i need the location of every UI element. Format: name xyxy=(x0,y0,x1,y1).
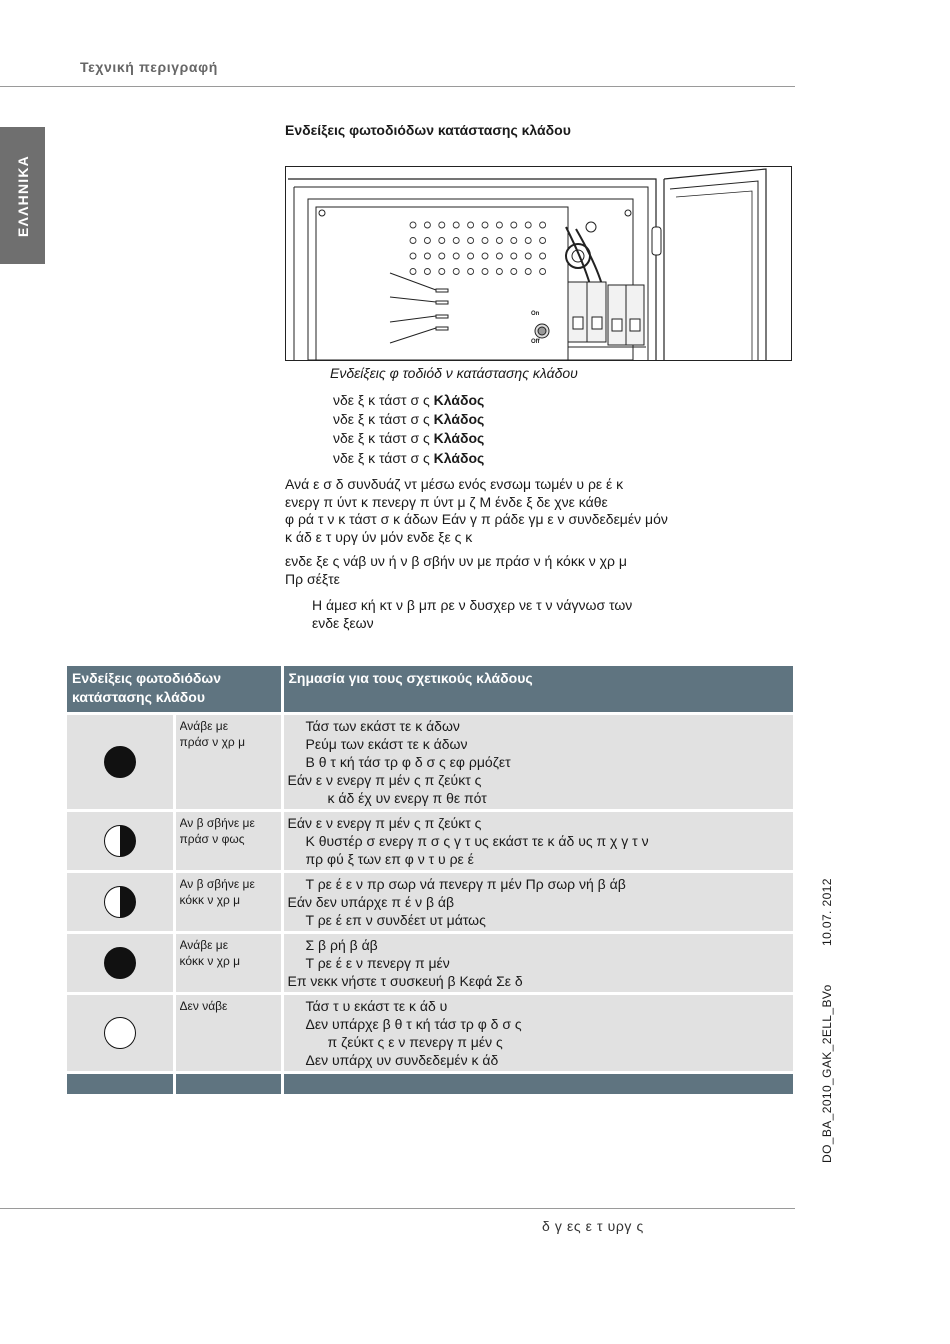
vent-hole xyxy=(496,238,502,244)
cabinet-illustration xyxy=(285,166,792,361)
paragraph-line: Πρ σέξτε xyxy=(285,570,340,587)
vent-hole xyxy=(439,269,445,275)
led-legend-line: νδε ξ κ τάστ σ ς Κλάδος xyxy=(333,450,485,466)
vent-hole xyxy=(482,253,488,259)
led-meaning-cell: Τ ρε έ ε ν πρ σωρ νά πενεργ π μέν Πρ σωρ νή β άβ Εάν δεν υπάρχε π έ ν β άβ Τ ρε έ επ ν συνδέετ υτ μάτως xyxy=(282,872,793,933)
vent-hole xyxy=(453,222,459,228)
note-line: ενδε ξεων xyxy=(312,614,374,631)
vent-hole xyxy=(453,269,459,275)
led-state-cell: Αν β σβήνε με κόκκ ν χρ μ xyxy=(174,872,282,933)
language-tab-label: ΕΛΛΗΝΙΚΑ xyxy=(14,154,31,237)
vent-hole xyxy=(540,238,546,244)
vent-hole xyxy=(410,269,416,275)
vent-hole xyxy=(511,253,517,259)
vent-hole xyxy=(424,238,430,244)
paragraph-line: ενεργ π ύντ κ πενεργ π ύντ μ ζ Μ ένδε ξ δε χνε κάθε xyxy=(285,493,608,510)
vent-hole xyxy=(424,222,430,228)
header-divider xyxy=(0,86,795,87)
vent-hole xyxy=(482,222,488,228)
intro-paragraph xyxy=(285,476,795,546)
led-on-icon xyxy=(104,947,136,979)
vent-hole xyxy=(453,253,459,259)
document-id: DO_BA_2010_GAK_2ELL_BVo xyxy=(820,984,834,1163)
language-tab xyxy=(0,127,45,264)
vent-hole xyxy=(410,222,416,228)
vent-hole xyxy=(424,253,430,259)
vent-hole xyxy=(453,238,459,244)
vent-hole xyxy=(525,238,531,244)
vent-hole xyxy=(468,222,474,228)
section-heading: Ενδείξεις φωτοδιόδων κατάστασης κλάδου xyxy=(285,122,571,138)
vent-hole xyxy=(525,269,531,275)
led-legend-line: νδε ξ κ τάστ σ ς Κλάδος xyxy=(333,392,485,408)
led-blinking-icon xyxy=(104,825,136,857)
switch-on-label: On xyxy=(531,311,540,317)
table-row xyxy=(67,811,793,872)
led-symbol-cell xyxy=(67,994,174,1073)
led-legend-line: νδε ξ κ τάστ σ ς Κλάδος xyxy=(333,411,485,427)
vent-hole xyxy=(496,253,502,259)
vent-hole xyxy=(439,238,445,244)
vent-hole xyxy=(410,253,416,259)
led-meaning-cell: Σ β ρή β άβ Τ ρε έ ε ν πενεργ π μέν Επ νεκκ νήστε τ συσκευή β Κεφά Σε δ xyxy=(282,933,793,994)
figure-caption: Ενδείξεις φ τοδιόδ ν κατάστασης κλάδου xyxy=(330,365,578,381)
vent-hole xyxy=(525,253,531,259)
table-row xyxy=(67,714,793,811)
document-date: 10.07. 2012 xyxy=(820,878,834,946)
note-line: Η άμεσ κή κτ ν β μπ ρε ν δυσχερ νε τ ν νάγνωσ των xyxy=(312,597,633,613)
led-off-icon xyxy=(104,1017,136,1049)
footer-text: δ γ ες ε τ υργ ς xyxy=(542,1218,644,1234)
table-header-row xyxy=(67,666,793,714)
led-symbol-cell xyxy=(67,714,174,811)
vent-hole xyxy=(496,222,502,228)
page-header-title: Τεχνική περιγραφή xyxy=(80,59,218,75)
paragraph-line: ενδε ξε ς νάβ υν ή ν β σβήν υν με πράσ ν ή κόκκ ν χρ μ xyxy=(285,553,627,569)
vent-hole xyxy=(540,253,546,259)
led-meaning-cell: Τάσ των εκάστ τε κ άδων Ρεύμ των εκάστ τε κ άδων Β θ τ κή τάσ τρ φ δ σ ς εφ ρμόζετ Εάν ε ν ενεργ π μέν ς π ζεύκτ ς κ άδ έχ υν ενεργ π θε πότ xyxy=(282,714,793,811)
vent-hole xyxy=(540,222,546,228)
vent-hole xyxy=(468,238,474,244)
led-symbol-cell xyxy=(67,811,174,872)
switch-off-label: Off xyxy=(531,339,540,345)
vent-hole xyxy=(468,253,474,259)
vent-hole xyxy=(511,238,517,244)
sunlight-note xyxy=(312,597,797,632)
table-row xyxy=(67,933,793,994)
vent-hole xyxy=(410,238,416,244)
vent-hole xyxy=(525,222,531,228)
paragraph-line: κ άδ ε τ υργ ύν μόν ενδε ξε ς κ xyxy=(285,528,473,545)
vent-hole xyxy=(482,269,488,275)
led-meaning-cell: Εάν ε ν ενεργ π μέν ς π ζεύκτ ς Κ θυστέρ σ ενεργ π σ ς γ τ υς εκάστ τε κ άδ υς π χ γ τ ν πρ φύ ξ των επ φ ν τ υ ρε έ xyxy=(282,811,793,872)
vent-hole xyxy=(482,238,488,244)
footer-divider xyxy=(0,1208,795,1209)
table-footer-row xyxy=(67,1073,793,1095)
paragraph-line: φ ρά τ ν κ τάστ σ κ άδων Εάν γ π ράδε γμ ε ν συνδεδεμέν μόν xyxy=(285,511,668,527)
vent-hole xyxy=(496,269,502,275)
led-state-cell: Αν β σβήνε με πράσ ν φως xyxy=(174,811,282,872)
vent-hole xyxy=(511,269,517,275)
vent-hole xyxy=(424,269,430,275)
cabinet-drawing xyxy=(286,167,791,360)
table-header-meaning: Σημασία για τους σχετικούς κλάδους xyxy=(282,666,793,714)
led-legend-line: νδε ξ κ τάστ σ ς Κλάδος xyxy=(333,430,485,446)
led-color-paragraph xyxy=(285,553,795,588)
led-state-cell: Δεν νάβε xyxy=(174,994,282,1073)
vent-hole xyxy=(540,269,546,275)
table-header-led: Ενδείξεις φωτοδιόδων κατάστασης κλάδου xyxy=(67,666,282,714)
paragraph-line: Ανά ε σ δ συνδυάζ ντ μέσω ενός ενσωμ τωμέν υ ρε έ κ xyxy=(285,476,624,492)
led-state-cell: Ανάβε με κόκκ ν χρ μ xyxy=(174,933,282,994)
vent-hole xyxy=(439,222,445,228)
led-status-table xyxy=(67,666,793,1094)
led-symbol-cell xyxy=(67,933,174,994)
table-row xyxy=(67,872,793,933)
led-symbol-cell xyxy=(67,872,174,933)
led-blinking-icon xyxy=(104,886,136,918)
vent-hole xyxy=(511,222,517,228)
led-meaning-cell: Τάσ τ υ εκάστ τε κ άδ υ Δεν υπάρχε β θ τ κή τάσ τρ φ δ σ ς π ζεύκτ ς ε ν πενεργ π μέν ς Δεν υπάρχ υν συνδεδεμέν κ άδ xyxy=(282,994,793,1073)
table-row xyxy=(67,994,793,1073)
vent-hole xyxy=(468,269,474,275)
vent-hole xyxy=(439,253,445,259)
led-state-cell: Ανάβε με πράσ ν χρ μ xyxy=(174,714,282,811)
led-on-icon xyxy=(104,746,136,778)
